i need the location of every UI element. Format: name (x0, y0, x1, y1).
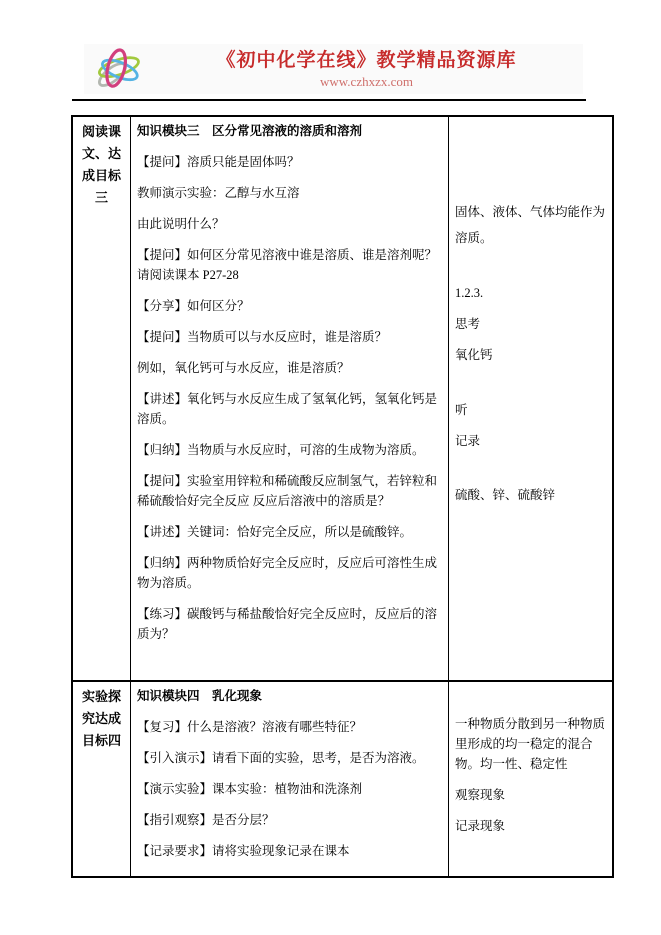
content-paragraph: 【讲述】氧化钙与水反应生成了氢氧化钙，氢氧化钙是溶质。 (137, 392, 438, 426)
goal-label-cell-4 (72, 681, 131, 877)
content-paragraph: 【练习】碳酸钙与稀盐酸恰好完全反应时，反应后的溶质为？ (137, 607, 438, 641)
content-paragraph: 【分享】如何区分？ (137, 299, 250, 313)
note-item: 听 (455, 403, 468, 417)
note-item: 氧化钙 (455, 348, 493, 362)
teaching-content-cell-3 (131, 116, 449, 681)
content-paragraph: 【指引观察】是否分层？ (137, 813, 275, 827)
content-paragraph: 【演示实验】课本实验：植物油和洗涤剂 (137, 782, 363, 796)
content-paragraph: 【归纳】当物质与水反应时，可溶的生成物为溶质。 (137, 443, 425, 457)
goal-label-cell-3 (72, 116, 131, 681)
content-paragraph: 由此说明什么？ (137, 217, 225, 231)
content-paragraph: 例如，氧化钙可与水反应，谁是溶质？ (137, 361, 350, 375)
note-item: 思考 (455, 317, 481, 331)
note-item: 观察现象 (455, 788, 506, 802)
content-paragraph: 【复习】什么是溶液？溶液有哪些特征？ (137, 720, 363, 734)
content-paragraph: 教师演示实验：乙醇与水互溶 (137, 186, 300, 200)
content-paragraph: 【引入演示】请看下面的实验，思考，是否为溶液。 (137, 751, 425, 765)
table-row (72, 681, 613, 877)
notes-cell-4 (449, 681, 614, 877)
content-paragraph: 【记录要求】请将实验现象记录在课本 (137, 844, 350, 858)
header-banner (84, 44, 583, 94)
lesson-plan-table (71, 115, 614, 878)
content-paragraph: 【提问】当物质可以与水反应时，谁是溶质？ (137, 330, 388, 344)
note-item: 固体、液体、气体均能作为溶质。 (455, 205, 606, 245)
note-item: 一种物质分散到另一种物质里形成的均一稳定的混合物。均一性、稳定性 (455, 717, 606, 771)
teaching-content-cell-4 (131, 681, 449, 877)
module-title: 知识模块三 区分常见溶液的溶质和溶剂 (137, 124, 363, 138)
site-url: www.czhxzx.com (319, 73, 413, 89)
goal-label: 实验探究达成目标四 (81, 689, 121, 748)
table-row (72, 116, 613, 681)
notes-cell-3 (449, 116, 614, 681)
site-logo-icon (86, 44, 150, 94)
note-item: 1.2.3. (455, 286, 484, 300)
content-paragraph: 【讲述】关键词：恰好完全反应，所以是硫酸锌。 (137, 525, 413, 539)
module-title: 知识模块四 乳化现象 (137, 689, 263, 703)
content-paragraph: 【提问】溶质只能是固体吗？ (137, 155, 300, 169)
banner-text-block (150, 50, 583, 89)
goal-label: 阅读课文、达成目标三 (81, 124, 121, 205)
note-item: 记录 (455, 434, 481, 448)
content-paragraph: 【归纳】两种物质恰好完全反应时，反应后可溶性生成物为溶质。 (137, 556, 438, 590)
site-title: 《初中化学在线》教学精品资源库 (216, 49, 517, 71)
content-paragraph: 【提问】实验室用锌粒和稀硫酸反应制氢气，若锌粒和稀硫酸恰好完全反应 反应后溶液中的溶质是？ (137, 474, 438, 508)
note-item: 硫酸、锌、硫酸锌 (455, 488, 556, 502)
note-item: 记录现象 (455, 819, 506, 833)
content-paragraph: 【提问】如何区分常见溶液中谁是溶质、谁是溶剂呢？请阅读课本 P27-28 (137, 248, 438, 282)
header-divider (72, 99, 586, 101)
